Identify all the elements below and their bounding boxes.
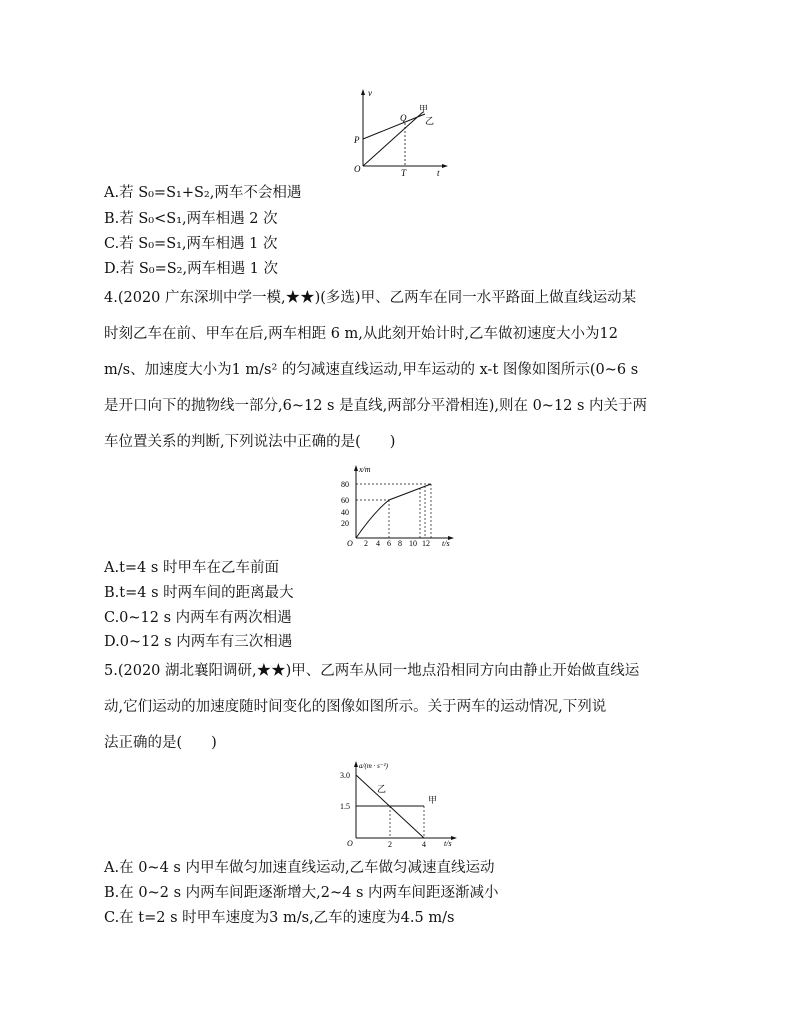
curve-yi-label: 乙	[425, 116, 435, 126]
q4-line-5: 车位置关系的判断,下列说法中正确的是( )	[104, 434, 396, 450]
x-t-graph	[336, 462, 462, 548]
v-axis-label: v	[368, 88, 372, 98]
q4-line-3: m/s、加速度大小为1 m/s² 的匀减速直线运动,甲车运动的 x-t 图像如图所示(0~6 s	[104, 362, 639, 378]
q4-option-a: A.t=4 s 时甲车在乙车前面	[104, 560, 279, 576]
q4-line-2: 时刻乙车在前、甲车在后,两车相距 6 m,从此刻开始计时,乙车做初速度大小为12	[104, 326, 618, 342]
x-tick-4: 4	[422, 840, 426, 849]
q5-line-1: 5.(2020 湖北襄阳调研,★★)甲、乙两车从同一地点沿相同方向由静止开始做直线运	[104, 663, 640, 679]
q3-option-a: A.若 S₀=S₁+S₂,两车不会相遇	[104, 185, 302, 201]
t-axis-label: t	[437, 168, 440, 178]
q5-line-2: 动,它们运动的加速度随时间变化的图像如图所示。关于两车的运动情况,下列说	[104, 699, 607, 715]
x-tick-8: 8	[398, 539, 402, 548]
q4-option-c: C.0~12 s 内两车有两次相遇	[104, 610, 292, 626]
origin-label: O	[347, 839, 353, 848]
point-q-label: Q	[400, 113, 407, 123]
q5-option-a: A.在 0~4 s 内甲车做匀加速直线运动,乙车做匀减速直线运动	[104, 860, 495, 876]
q4-line-1: 4.(2020 广东深圳中学一模,★★)(多选)甲、乙两车在同一水平路面上做直线运动某	[104, 290, 637, 306]
y-tick-60: 60	[341, 496, 349, 505]
q4-option-b: B.t=4 s 时两车间的距离最大	[104, 585, 294, 601]
a-axis-unit-label: a/(m · s⁻²)	[359, 762, 388, 770]
y-tick-3-0: 3.0	[340, 771, 350, 780]
q3-option-d: D.若 S₀=S₂,两车相遇 1 次	[104, 261, 279, 277]
line-jia-label: 甲	[428, 795, 438, 805]
q4-option-d: D.0~12 s 内两车有三次相遇	[104, 634, 293, 650]
q3-option-c: C.若 S₀=S₁,两车相遇 1 次	[104, 236, 278, 252]
v-t-graph	[345, 86, 455, 178]
point-t-label: T	[401, 168, 407, 178]
q4-line-4: 是开口向下的抛物线一部分,6~12 s 是直线,两部分平滑相连),则在 0~12 s 内关于两	[104, 398, 648, 414]
origin-label: O	[347, 539, 353, 548]
x-tick-12: 12	[422, 539, 430, 548]
x-tick-4: 4	[376, 539, 380, 548]
y-tick-80: 80	[341, 480, 349, 489]
t-axis-unit-label: t/s	[442, 539, 450, 548]
x-tick-2: 2	[364, 539, 368, 548]
x-tick-6: 6	[387, 539, 391, 548]
q5-option-c: C.在 t=2 s 时甲车速度为3 m/s,乙车的速度为4.5 m/s	[104, 910, 455, 926]
curve-jia-label: 甲	[419, 104, 429, 114]
q5-line-3: 法正确的是( )	[104, 735, 217, 751]
q3-option-b: B.若 S₀<S₁,两车相遇 2 次	[104, 211, 278, 227]
x-tick-2: 2	[388, 840, 392, 849]
line-yi-label: 乙	[377, 784, 387, 794]
point-p-label: P	[354, 135, 360, 145]
t-axis-unit-label: t/s	[444, 839, 452, 848]
a-t-graph	[334, 758, 466, 850]
x-axis-unit-label: x/m	[359, 465, 371, 474]
origin-label: O	[354, 164, 361, 174]
y-tick-1-5: 1.5	[340, 802, 350, 811]
q5-option-b: B.在 0~2 s 内两车间距逐渐增大,2~4 s 内两车间距逐渐减小	[104, 885, 499, 901]
y-tick-20: 20	[341, 519, 349, 528]
y-tick-40: 40	[341, 508, 349, 517]
x-tick-10: 10	[409, 539, 417, 548]
